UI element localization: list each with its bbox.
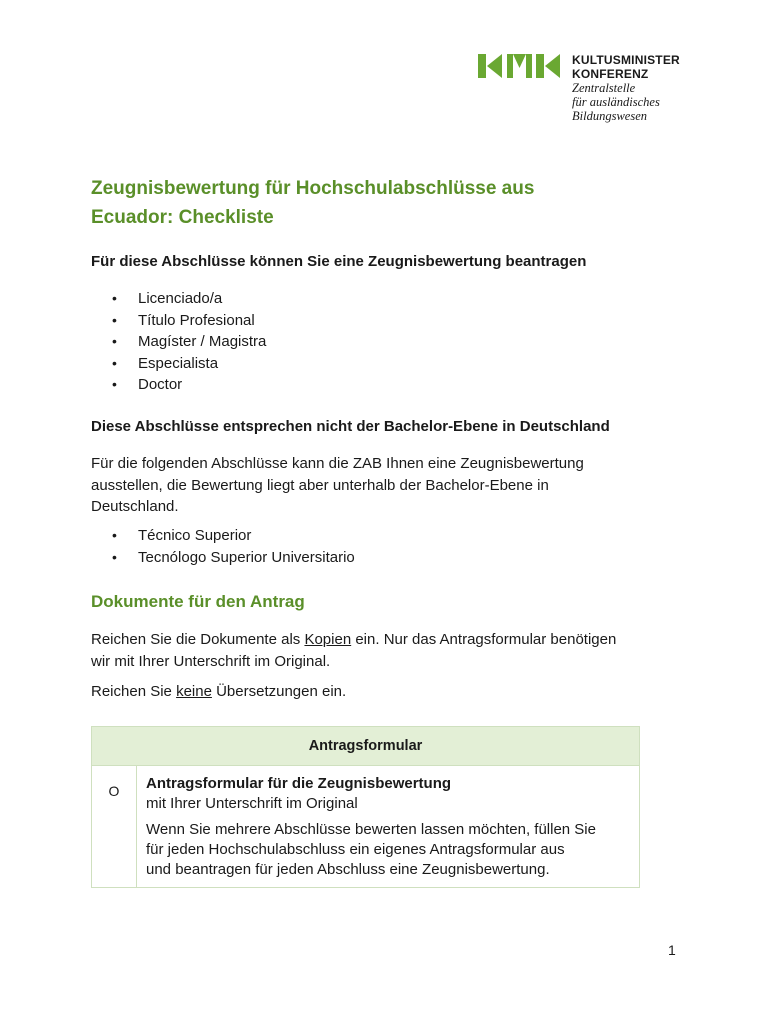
kopien-link: Kopien bbox=[304, 631, 352, 648]
list-item: • Tecnólogo Superior Universitario bbox=[91, 547, 671, 569]
emphasis-mehrere: mehrere bbox=[214, 821, 271, 838]
list-item: • Licenciado/a bbox=[91, 288, 671, 310]
page-number: 1 bbox=[668, 942, 676, 958]
org-sub-line2: für ausländisches bbox=[572, 95, 660, 109]
para-line: Deutschland. bbox=[91, 498, 179, 515]
para-line: Für die folgenden Abschlüsse kann die ZAB Ihnen eine Zeugnisbewertung bbox=[91, 455, 584, 472]
list-item: • Título Profesional bbox=[91, 310, 671, 332]
lower-degrees-list bbox=[91, 525, 671, 568]
org-sub-line1: Zentralstelle bbox=[572, 81, 636, 95]
text: Wenn Sie bbox=[146, 821, 215, 838]
row-title: Antragsformular für die Zeugnisbewertung bbox=[146, 775, 452, 792]
section1-heading: Für diese Abschlüsse können Sie eine Zeugnisbewertung beantragen bbox=[91, 253, 587, 270]
list-item: • Magíster / Magistra bbox=[91, 331, 671, 353]
list-item: • Técnico Superior bbox=[91, 525, 671, 547]
degrees-list bbox=[91, 288, 671, 396]
para-line: ausstellen, die Bewertung liegt aber unterhalb der Bachelor-Ebene in bbox=[91, 476, 549, 494]
list-item: • Doctor bbox=[91, 374, 671, 396]
application-form-table bbox=[91, 726, 640, 888]
org-name-line1: KULTUSMINISTER bbox=[572, 53, 680, 67]
text: für jeden Hochschulabschluss ein eigenes Antragsformular aus bbox=[146, 841, 565, 858]
text: und beantragen für jeden Abschluss eine Zeugnisbewertung. bbox=[146, 861, 550, 878]
text: Reichen Sie die Dokumente als bbox=[91, 631, 305, 648]
keine-underlined: keine bbox=[176, 683, 212, 700]
table-header: Antragsformular bbox=[92, 727, 639, 766]
documents-paragraph-2 bbox=[91, 681, 671, 703]
row-note bbox=[146, 820, 596, 880]
org-sub-line3: Bildungswesen bbox=[572, 109, 647, 123]
checkbox-cell[interactable]: O bbox=[92, 766, 137, 888]
section2-paragraph bbox=[91, 453, 671, 518]
text: Übersetzungen ein. bbox=[211, 683, 347, 700]
text: Abschlüsse bewerten lassen möchten, füllen Sie bbox=[270, 821, 596, 838]
page-title bbox=[91, 174, 671, 232]
title-line1: Zeugnisbewertung für Hochschulabschlüsse aus bbox=[91, 178, 535, 199]
documents-paragraph-1 bbox=[91, 629, 671, 672]
logo-text bbox=[572, 53, 680, 123]
title-line2: Ecuador: Checkliste bbox=[91, 207, 274, 228]
kmk-logo-icon bbox=[478, 54, 562, 78]
org-name-line2: KONFERENZ bbox=[572, 67, 649, 81]
text: wir mit Ihrer Unterschrift im Original. bbox=[91, 652, 331, 670]
text: ein. Nur das Antragsformular benötigen bbox=[351, 631, 617, 648]
documents-heading: Dokumente für den Antrag bbox=[91, 592, 305, 611]
row-subtitle: mit Ihrer Unterschrift im Original bbox=[146, 795, 358, 812]
row-content bbox=[137, 766, 606, 888]
section2-heading: Diese Abschlüsse entsprechen nicht der Bachelor-Ebene in Deutschland bbox=[91, 418, 610, 435]
text: Reichen Sie bbox=[91, 683, 177, 700]
list-item: • Especialista bbox=[91, 353, 671, 375]
table-row bbox=[92, 766, 639, 888]
